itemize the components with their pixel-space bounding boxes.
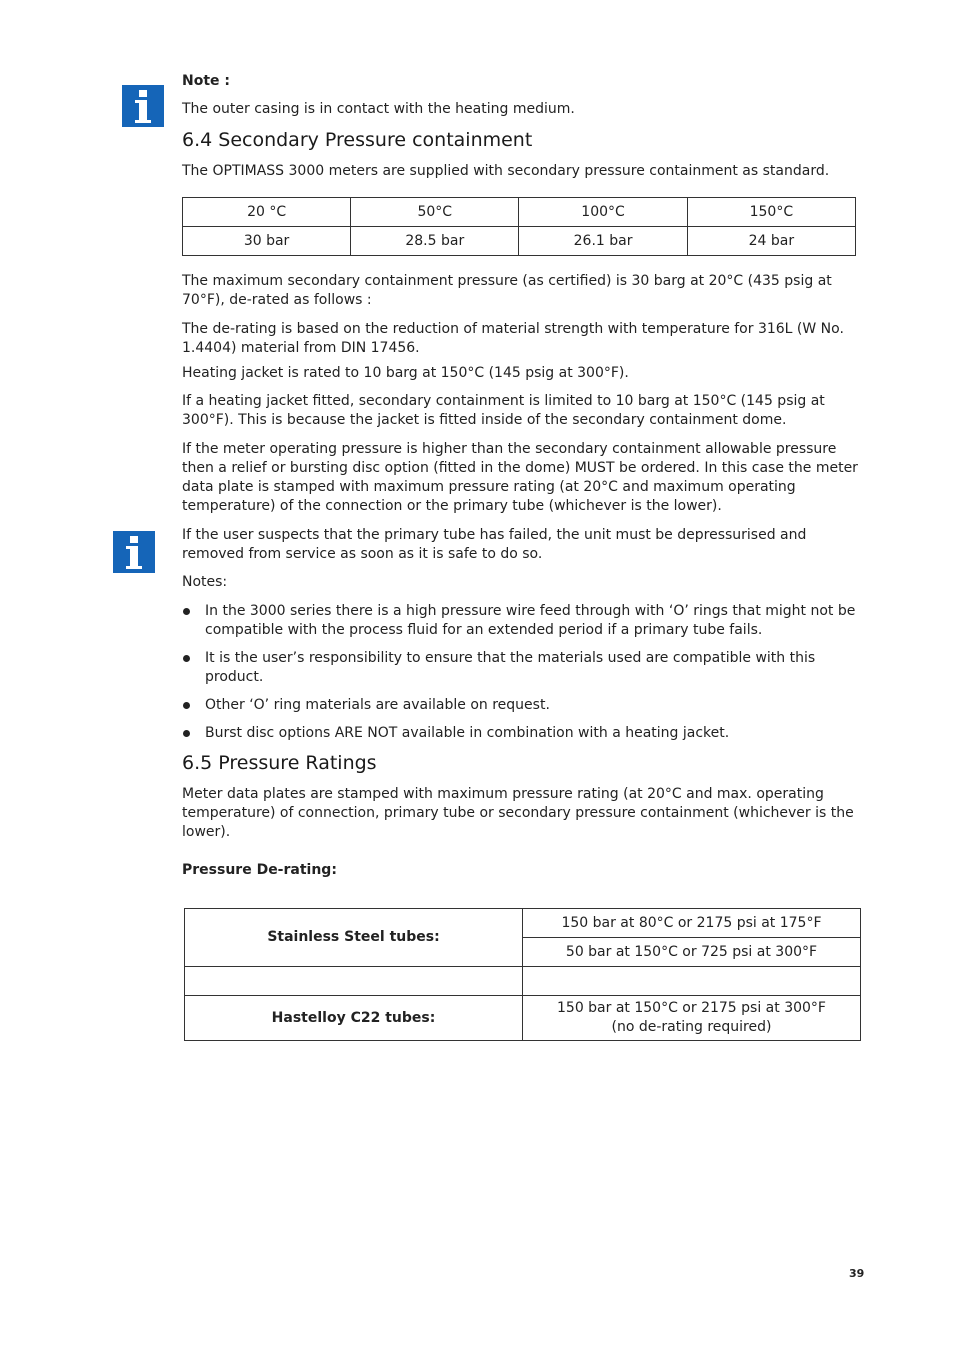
- table-cell: 50 bar at 150°C or 725 psi at 300°F: [523, 938, 861, 967]
- paragraph: If a heating jacket fitted, secondary containment is limited to 10 barg at 150°C (145 psig at 300°F). This is because the jacket is fitted inside of the secondary containment dome.: [182, 393, 825, 428]
- table-cell: 150 bar at 80°C or 2175 psi at 175°F: [523, 909, 861, 938]
- warning-text: If the user suspects that the primary tube has failed, the unit must be depressurised and removed from service as soon as it is safe to do so.: [182, 527, 807, 562]
- table-cell: 24 bar: [687, 227, 855, 256]
- pressure-derating-table: [184, 908, 861, 1041]
- table-cell: [185, 967, 523, 996]
- table-cell-line: 150 bar at 150°C or 2175 psi at 300°F: [557, 1000, 826, 1016]
- table-cell: 30 bar: [183, 227, 351, 256]
- table-row: [183, 227, 856, 256]
- table-cell-line: (no de-rating required): [611, 1019, 772, 1035]
- section-heading-6-5: 6.5 Pressure Ratings: [182, 752, 377, 774]
- notes-list: [182, 602, 872, 752]
- note-text: The outer casing is in contact with the heating medium.: [182, 101, 575, 117]
- table-cell: [523, 996, 861, 1041]
- paragraph: The maximum secondary containment pressure (as certified) is 30 barg at 20°C (435 psig at 70°F), de-rated as follows :: [182, 273, 832, 308]
- info-icon: [113, 531, 155, 573]
- table-row: [185, 909, 861, 938]
- paragraph: If the meter operating pressure is higher than the secondary containment allowable pressure then a relief or bursting disc option (fitted in the dome) MUST be ordered. In this case the meter data plate is stamped with maximum pressure rating (at 20°C and maximum operating temperature) of the connection or the primary tube (whichever is the lower).: [182, 441, 858, 514]
- table-cell: 50°C: [351, 198, 519, 227]
- table-cell: Hastelloy C22 tubes:: [185, 996, 523, 1041]
- table-cell: 26.1 bar: [519, 227, 687, 256]
- containment-pressure-table: [182, 197, 856, 256]
- section-6-5-intro: Meter data plates are stamped with maximum pressure rating (at 20°C and max. operating temperature) of connection, primary tube or secondary pressure containment (whichever is the lower).: [182, 786, 854, 840]
- note-label: Note :: [182, 73, 230, 89]
- paragraph: Heating jacket is rated to 10 barg at 150°C (145 psig at 300°F).: [182, 365, 629, 381]
- table-row: [185, 996, 861, 1041]
- table-cell: 28.5 bar: [351, 227, 519, 256]
- list-item: Other ‘O’ ring materials are available on request.: [182, 696, 872, 715]
- notes-label: Notes:: [182, 574, 228, 590]
- list-item: It is the user’s responsibility to ensure that the materials used are compatible with this product.: [182, 649, 872, 687]
- derating-label: Pressure De-rating:: [182, 862, 337, 878]
- table-cell: Stainless Steel tubes:: [185, 909, 523, 967]
- table-row: [185, 967, 861, 996]
- info-icon: [122, 85, 164, 127]
- table-row: [183, 198, 856, 227]
- table-cell: 100°C: [519, 198, 687, 227]
- page-number: 39: [849, 1267, 865, 1280]
- paragraph: The de-rating is based on the reduction of material strength with temperature for 316L (W No. 1.4404) material from DIN 17456.: [182, 321, 844, 356]
- list-item: In the 3000 series there is a high pressure wire feed through with ‘O’ rings that might not be compatible with the process fluid for an extended period if a primary tube fails.: [182, 602, 872, 640]
- table-cell: 150°C: [687, 198, 855, 227]
- section-heading-6-4: 6.4 Secondary Pressure containment: [182, 129, 533, 151]
- table-cell: [523, 967, 861, 996]
- section-6-4-intro: The OPTIMASS 3000 meters are supplied with secondary pressure containment as standard.: [182, 163, 830, 179]
- table-cell: 20 °C: [183, 198, 351, 227]
- list-item: Burst disc options ARE NOT available in combination with a heating jacket.: [182, 724, 872, 743]
